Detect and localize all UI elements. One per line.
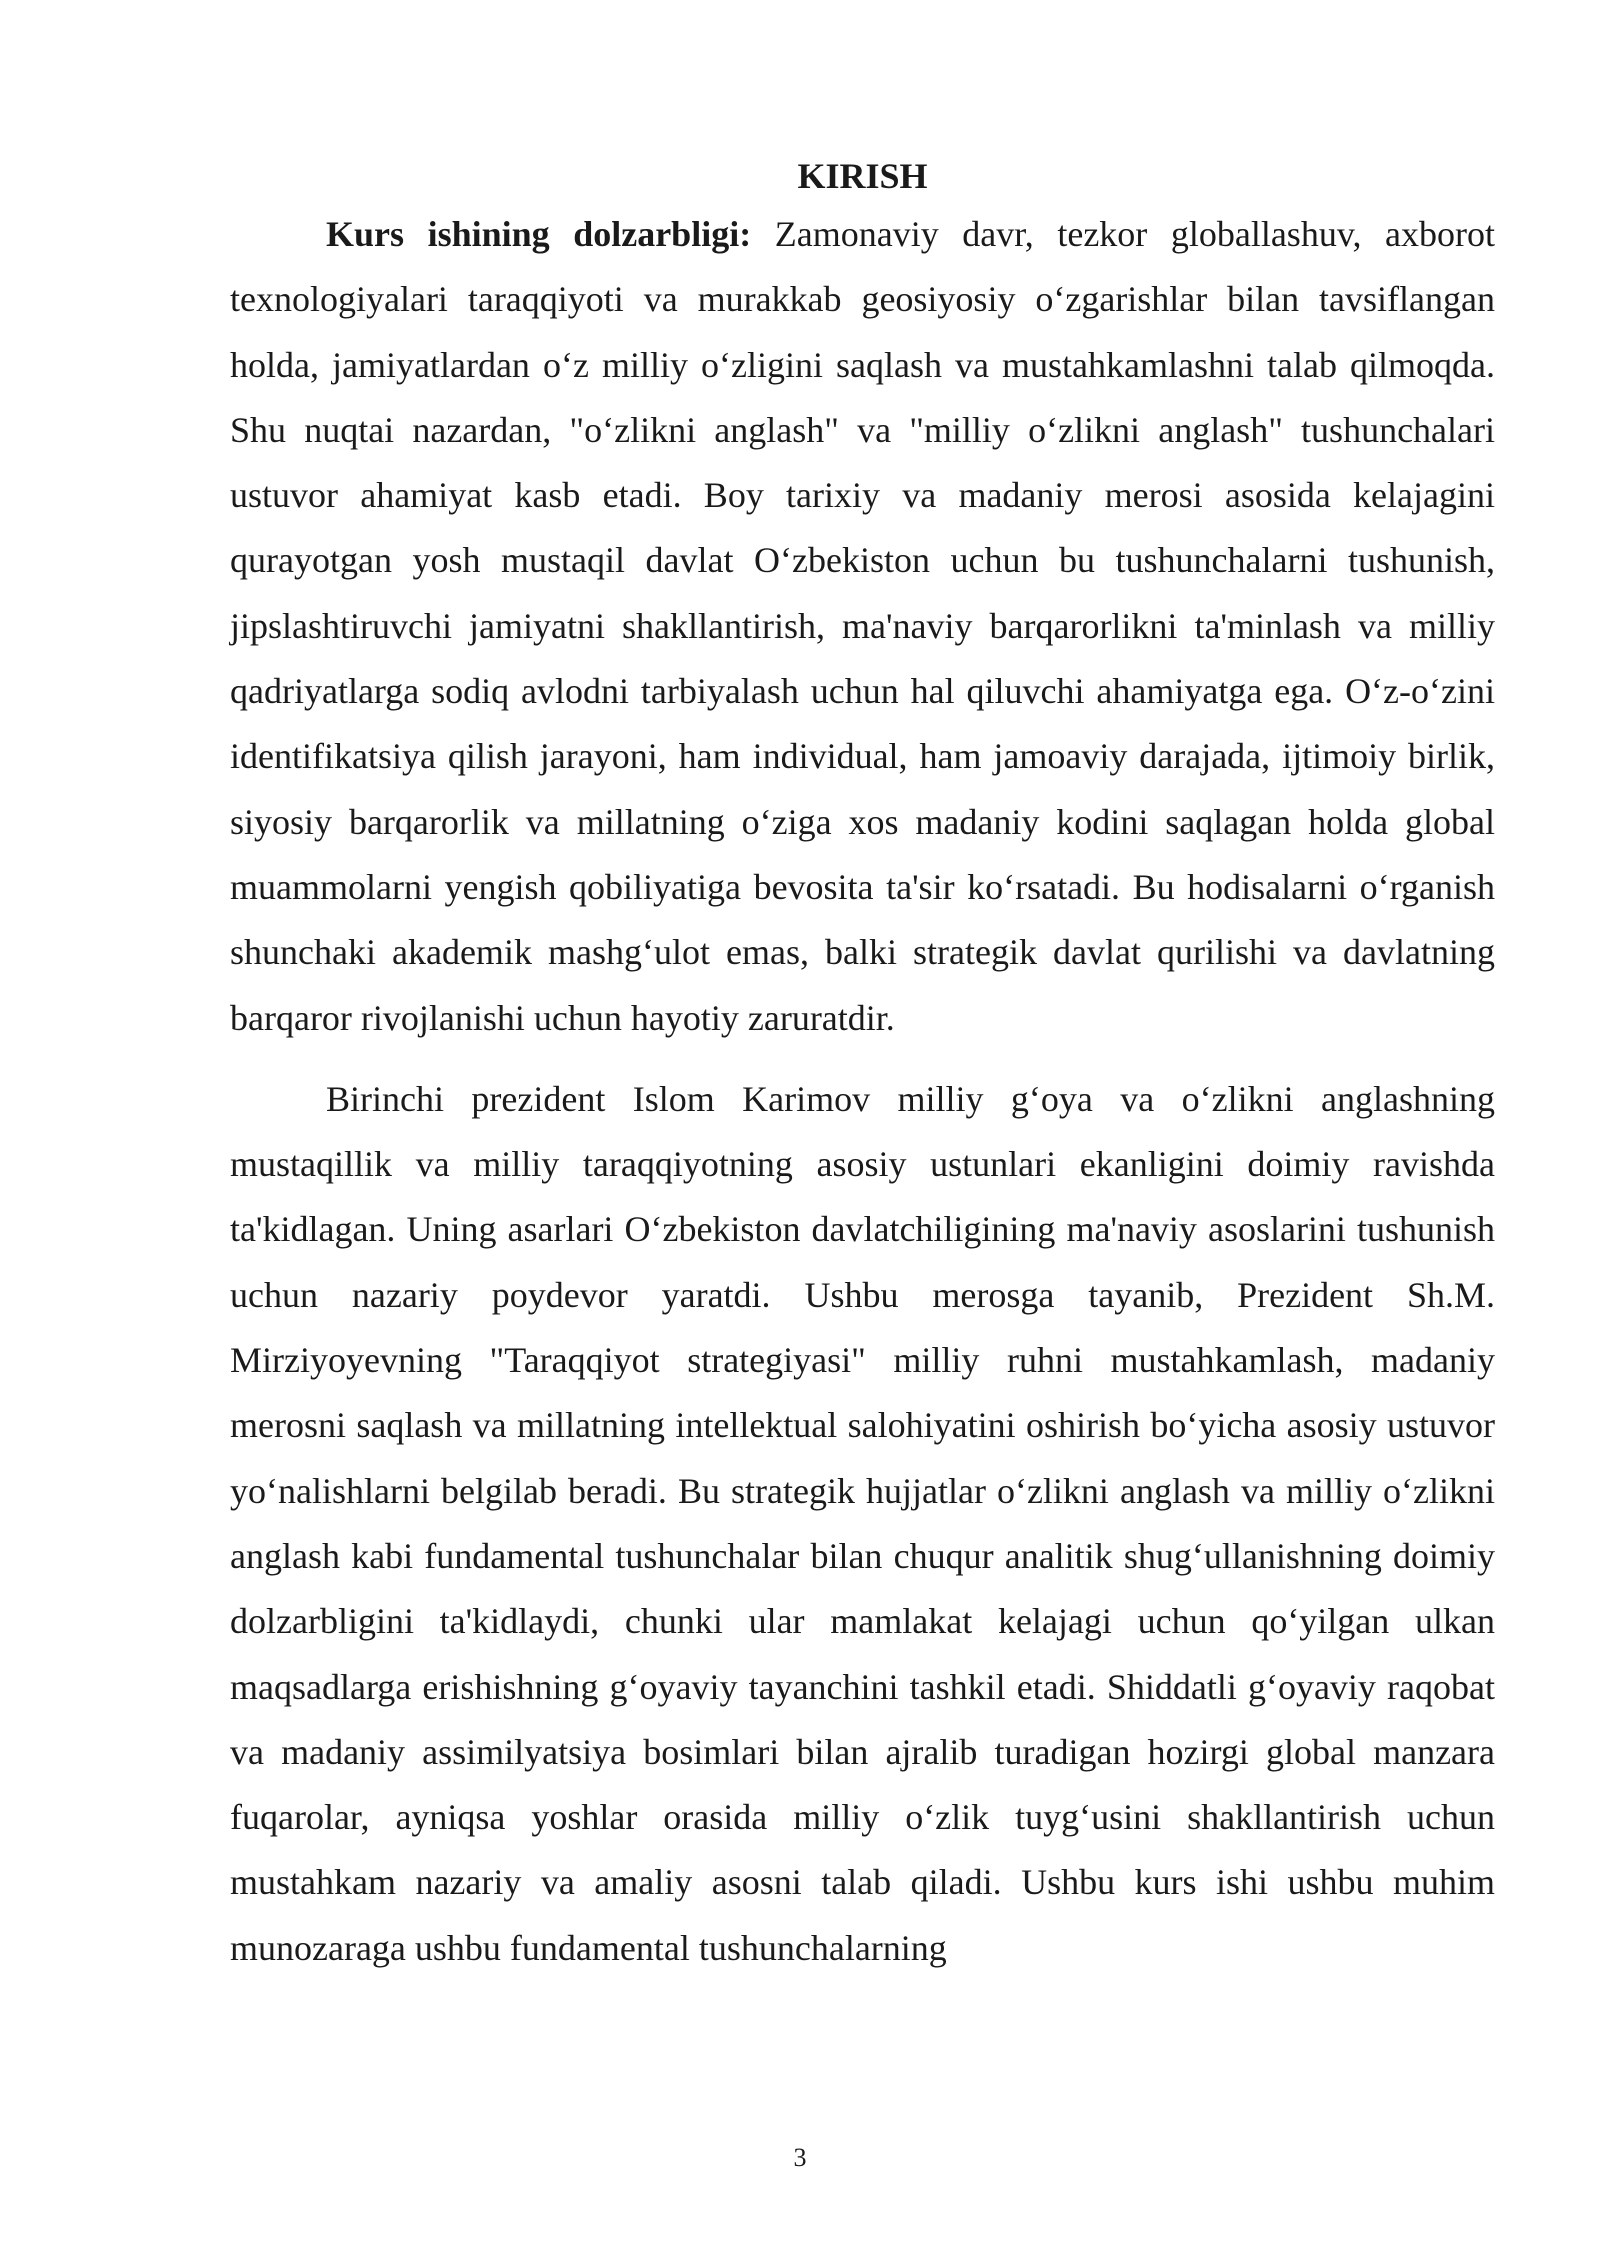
paragraph-karimov bbox=[230, 1067, 1495, 1981]
section-heading: KIRISH bbox=[797, 156, 928, 196]
paragraph-body-text: Zamonaviy davr, tezkor globallashuv, axborot texnologiyalari taraqqiyoti va murakkab geosiyosiy o‘zgarishlar bilan tavsiflangan holda, jamiyatlardan o‘z milliy o‘zligini saqlash va mustahkamlashni talab qilmoqda. Shu nuqtai nazardan, "o‘zlikni anglash" va "milliy o‘zlikni anglash" tushunchalari ustuvor ahamiyat kasb etadi. Boy tarixiy va madaniy merosi asosida kelajagini qurayotgan yosh mustaqil davlat O‘zbekiston uchun bu tushunchalarni tushunish, jipslashtiruvchi jamiyatni shakllantirish, ma'naviy barqarorlikni ta'minlash va milliy qadriyatlarga sodiq avlodni tarbiyalash uchun hal qiluvchi ahamiyatga ega. O‘z-o‘zini identifikatsiya qilish jarayoni, ham individual, ham jamoaviy darajada, ijtimoiy birlik, siyosiy barqarorlik va millatning o‘ziga xos madaniy kodini saqlagan holda global muammolarni yengish qobiliyatiga bevosita ta'sir ko‘rsatadi. Bu hodisalarni o‘rganish shunchaki akademik mashg‘ulot emas, balki strategik davlat qurilishi va davlatning barqaror rivojlanishi uchun hayotiy zaruratdir. bbox=[230, 214, 1495, 1038]
paragraph-relevance bbox=[230, 202, 1495, 1051]
paragraph-body-text: Birinchi prezident Islom Karimov milliy g‘oya va o‘zlikni anglashning mustaqillik va milliy taraqqiyotning asosiy ustunlari ekanligini doimiy ravishda ta'kidlagan. Uning asarlari O‘zbekiston davlatchiligining ma'naviy asoslarini tushunish uchun nazariy poydevor yaratdi. Ushbu merosga tayanib, Prezident Sh.M. Mirziyoyevning "Taraqqiyot strategiyasi" milliy ruhni mustahkamlash, madaniy merosni saqlash va millatning intellektual salohiyatini oshirish bo‘yicha asosiy ustuvor yo‘nalishlarni belgilab beradi. Bu strategik hujjatlar o‘zlikni anglash va milliy o‘zlikni anglash kabi fundamental tushunchalar bilan chuqur analitik shug‘ullanishning doimiy dolzarbligini ta'kidlaydi, chunki ular mamlakat kelajagi uchun qo‘yilgan ulkan maqsadlarga erishishning g‘oyaviy tayanchini tashkil etadi. Shiddatli g‘oyaviy raqobat va madaniy assimilyatsiya bosimlari bilan ajralib turadigan hozirgi global manzara fuqarolar, ayniqsa yoshlar orasida milliy o‘zlik tuyg‘usini shakllantirish uchun mustahkam nazariy va amaliy asosni talab qiladi. Ushbu kurs ishi ushbu muhim munozaraga ushbu fundamental tushunchalarning bbox=[230, 1078, 1495, 1968]
page-number: 3 bbox=[793, 2143, 807, 2172]
page-content bbox=[230, 150, 1495, 1981]
paragraph-lead-label: Kurs ishining dolzarbligi: bbox=[326, 214, 752, 254]
